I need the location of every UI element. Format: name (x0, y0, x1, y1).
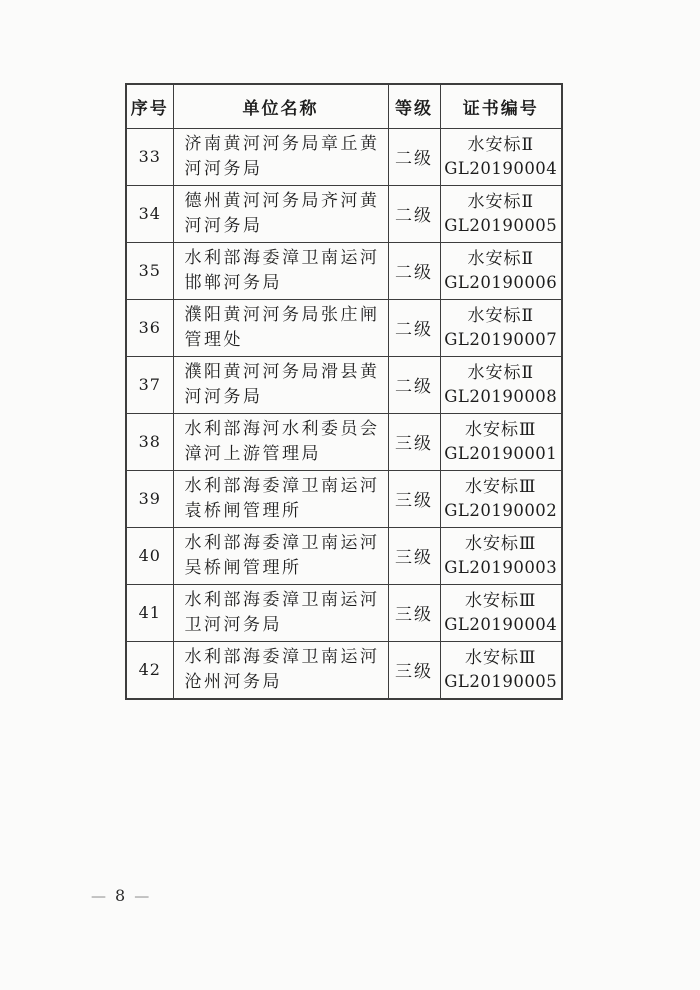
table-row (126, 242, 562, 299)
footer-page-number: 8 (115, 886, 126, 905)
cert-code: GL20190005 (444, 215, 558, 235)
table-row (126, 128, 562, 185)
col-header-level: 等级 (388, 84, 440, 128)
footer-dash-right: — (134, 886, 150, 905)
cert-standard-label: 水安标Ⅱ (467, 362, 535, 383)
table-header-row (126, 84, 562, 128)
table-body (126, 128, 562, 699)
cell-serial-no: 41 (126, 584, 173, 641)
table-row (126, 470, 562, 527)
cell-unit-name: 水利部海委漳卫南运河沧州河务局 (173, 641, 388, 699)
cell-serial-no: 34 (126, 185, 173, 242)
footer-dash-left: — (91, 886, 106, 905)
cell-cert-number (440, 299, 562, 356)
col-header-cert-number: 证书编号 (440, 84, 562, 128)
cell-unit-name: 德州黄河河务局齐河黄河河务局 (173, 185, 388, 242)
cell-serial-no: 33 (126, 128, 173, 185)
cell-serial-no: 37 (126, 356, 173, 413)
cert-code: GL20190001 (444, 443, 558, 463)
cell-serial-no: 38 (126, 413, 173, 470)
cell-level: 三级 (388, 584, 440, 641)
table-row (126, 185, 562, 242)
cert-standard-label: 水安标Ⅲ (465, 419, 537, 440)
cert-code: GL20190003 (444, 557, 558, 577)
cell-serial-no: 39 (126, 470, 173, 527)
cert-code: GL20190005 (444, 671, 558, 691)
cert-standard-label: 水安标Ⅱ (467, 248, 535, 269)
table-row (126, 584, 562, 641)
cert-code: GL20190006 (444, 272, 558, 292)
cell-unit-name: 水利部海委漳卫南运河卫河河务局 (173, 584, 388, 641)
table-row (126, 413, 562, 470)
page-number-footer (91, 886, 149, 905)
col-header-unit-name: 单位名称 (173, 84, 388, 128)
cell-unit-name: 濮阳黄河河务局张庄闸管理处 (173, 299, 388, 356)
cell-cert-number (440, 641, 562, 699)
cert-code: GL20190004 (444, 158, 558, 178)
cell-cert-number (440, 128, 562, 185)
cert-code: GL20190004 (444, 614, 558, 634)
table-row (126, 641, 562, 699)
cell-serial-no: 36 (126, 299, 173, 356)
certificate-table (125, 83, 563, 700)
table-row (126, 527, 562, 584)
cell-unit-name: 济南黄河河务局章丘黄河河务局 (173, 128, 388, 185)
cell-cert-number (440, 356, 562, 413)
cert-standard-label: 水安标Ⅱ (467, 134, 535, 155)
cell-cert-number (440, 413, 562, 470)
cell-level: 二级 (388, 299, 440, 356)
cell-level: 三级 (388, 470, 440, 527)
col-header-serial-no: 序号 (126, 84, 173, 128)
cell-level: 三级 (388, 641, 440, 699)
cert-standard-label: 水安标Ⅲ (465, 533, 537, 554)
cert-standard-label: 水安标Ⅲ (465, 590, 537, 611)
cert-standard-label: 水安标Ⅲ (465, 476, 537, 497)
table-row (126, 299, 562, 356)
cert-standard-label: 水安标Ⅲ (465, 647, 537, 668)
cert-standard-label: 水安标Ⅱ (467, 305, 535, 326)
table-row (126, 356, 562, 413)
cell-unit-name: 濮阳黄河河务局滑县黄河河务局 (173, 356, 388, 413)
cell-cert-number (440, 470, 562, 527)
cert-standard-label: 水安标Ⅱ (467, 191, 535, 212)
cert-code: GL20190008 (444, 386, 558, 406)
cell-unit-name: 水利部海委漳卫南运河邯郸河务局 (173, 242, 388, 299)
cell-level: 三级 (388, 527, 440, 584)
cert-code: GL20190007 (444, 329, 558, 349)
cell-cert-number (440, 185, 562, 242)
cell-serial-no: 42 (126, 641, 173, 699)
cert-code: GL20190002 (444, 500, 558, 520)
cell-unit-name: 水利部海委漳卫南运河吴桥闸管理所 (173, 527, 388, 584)
cell-serial-no: 40 (126, 527, 173, 584)
cell-level: 三级 (388, 413, 440, 470)
cell-cert-number (440, 242, 562, 299)
cell-level: 二级 (388, 128, 440, 185)
cell-unit-name: 水利部海河水利委员会漳河上游管理局 (173, 413, 388, 470)
cell-level: 二级 (388, 185, 440, 242)
cell-unit-name: 水利部海委漳卫南运河袁桥闸管理所 (173, 470, 388, 527)
cell-serial-no: 35 (126, 242, 173, 299)
cell-cert-number (440, 584, 562, 641)
cell-level: 二级 (388, 242, 440, 299)
cell-cert-number (440, 527, 562, 584)
cell-level: 二级 (388, 356, 440, 413)
